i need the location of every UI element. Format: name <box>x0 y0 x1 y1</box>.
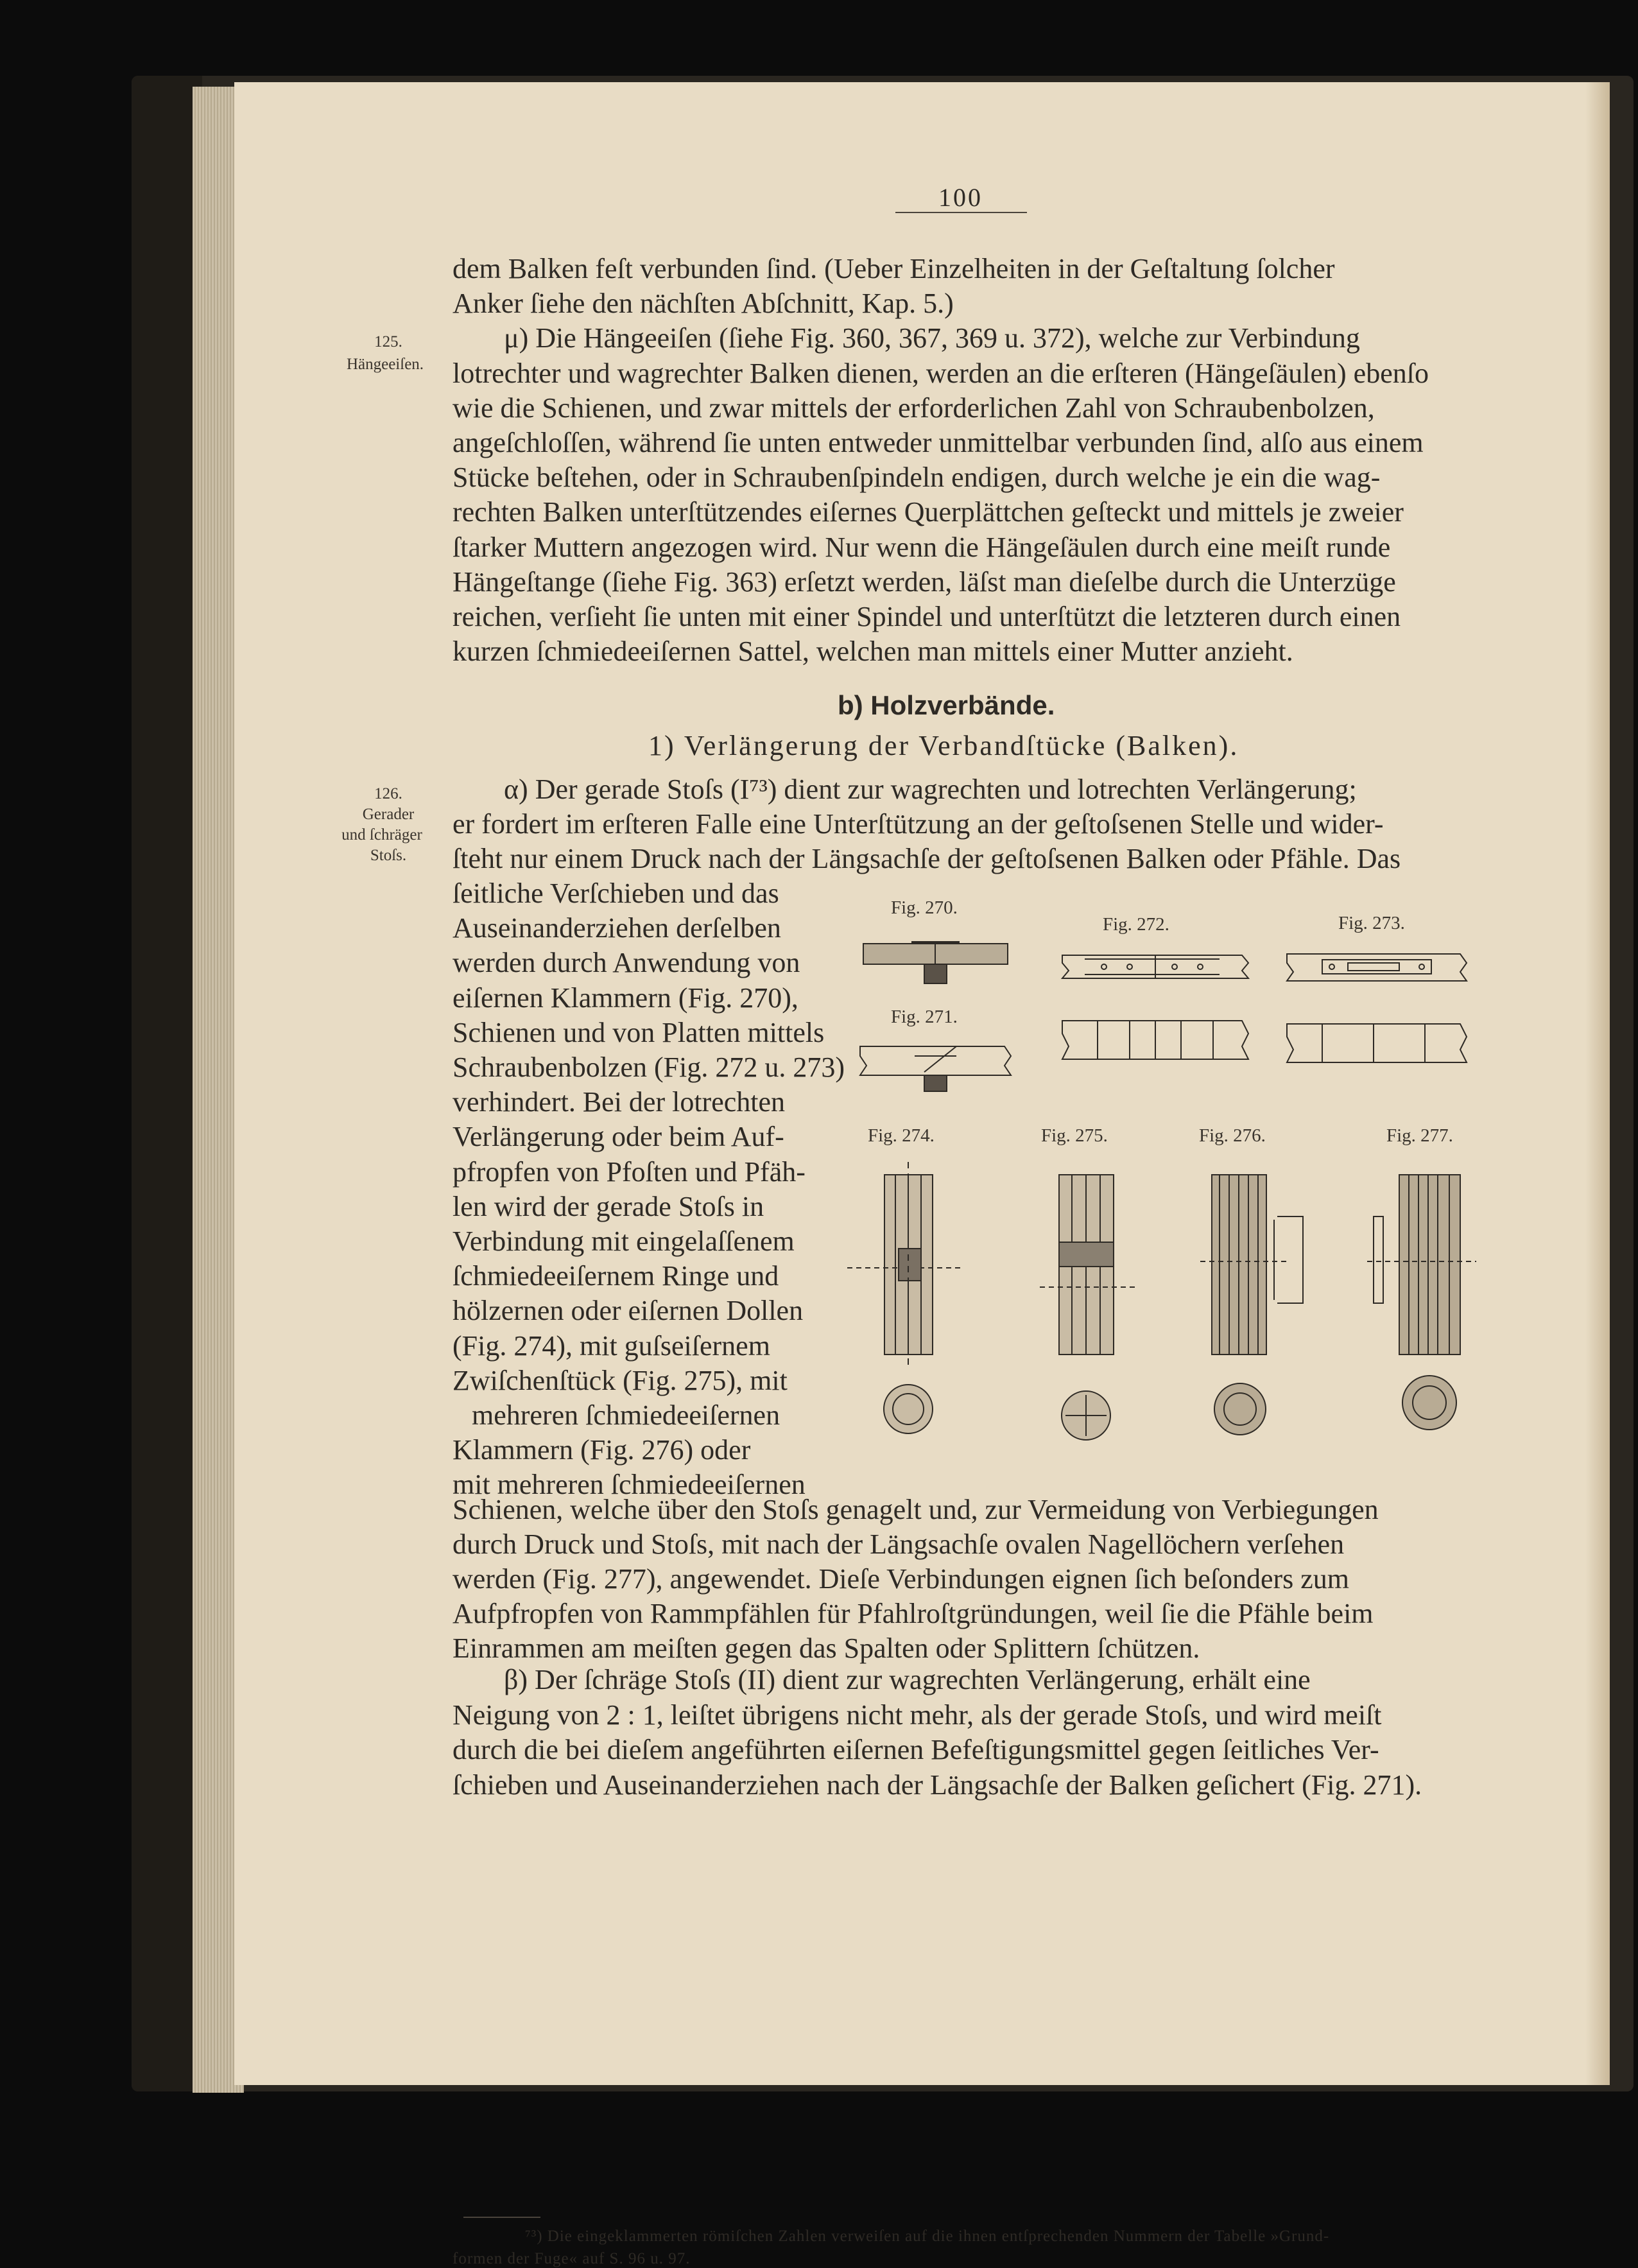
body-top-line: Hängeſtange (ſiehe Fig. 363) erſetzt werden, läſst man dieſelbe durch die Unterzüge <box>453 566 1396 598</box>
body-narrow-line: mehreren ſchmiedeeiſernen <box>472 1399 780 1431</box>
section-heading: b) Holzverbände. <box>838 690 1055 720</box>
page-number: 100 <box>938 183 983 212</box>
body-narrow-line: (Fig. 274), mit guſseiſernem <box>453 1329 770 1362</box>
body-alpha-line: ſteht nur einem Druck nach der Längsachſe der geſtoſsenen Balken oder Pfähle. Das <box>453 843 1401 874</box>
body-alpha-end-line: Schienen, welche über den Stoſs genagelt und, zur Vermeidung von Verbiegungen <box>453 1494 1379 1525</box>
body-narrow-line: hölzernen oder eiſernen Dollen <box>453 1295 804 1327</box>
body-top-line: Anker ſiehe den nächſten Abſchnitt, Kap. 5.) <box>453 288 954 320</box>
footnote-rule <box>463 2217 540 2218</box>
body-alpha-end-line: werden (Fig. 277), angewendet. Dieſe Verbindungen eignen ſich beſonders zum <box>453 1563 1349 1595</box>
fig-277-label: Fig. 277. <box>1386 1125 1453 1146</box>
body-top-line: ſtarker Muttern angezogen wird. Nur wenn die Hängeſäulen durch eine meiſt runde <box>453 531 1391 563</box>
fig-274-drawing <box>847 1162 963 1433</box>
body-narrow-line: Verlängerung oder beim Auf- <box>453 1121 784 1153</box>
body-alpha-end-line: Aufpfropfen von Rammpfählen für Pfahlroſtgründungen, weil ſie die Pfähle beim <box>453 1598 1374 1629</box>
body-narrow-line: len wird der gerade Stoſs in <box>453 1190 764 1222</box>
body-top-line: dem Balken feſt verbunden ſind. (Ueber Einzelheiten in der Geſtaltung ſolcher <box>453 253 1335 284</box>
fig-275-drawing <box>1040 1175 1136 1440</box>
fig-275-label: Fig. 275. <box>1041 1125 1108 1146</box>
body-narrow-line: Schienen und von Platten mittels <box>453 1016 825 1048</box>
body-top-line: rechten Balken unterſtützendes eiſernes Querplättchen geſteckt und mittels je zweier <box>453 496 1404 528</box>
fig-271-drawing <box>860 1046 1011 1091</box>
fig-270-label: Fig. 270. <box>891 897 958 918</box>
body-alpha-line: α) Der gerade Stoſs (I⁷³) dient zur wagrechten und lotrechten Verlängerung; <box>504 774 1357 805</box>
margin-note-126-line3: Stoſs. <box>370 847 407 864</box>
body-narrow-line: Klammern (Fig. 276) oder <box>453 1434 751 1466</box>
body-beta-line: ſchieben und Auseinanderziehen nach der Längsachſe der Balken geſichert (Fig. 271). <box>453 1769 1422 1801</box>
fig-276-drawing <box>1200 1175 1303 1435</box>
body-narrow-line: Verbindung mit eingelaſſenem <box>453 1225 795 1257</box>
body-narrow-line: ſchmiedeeiſernem Ringe und <box>453 1260 779 1292</box>
margin-note-126-line1: Gerader <box>362 806 415 823</box>
body-top-line: μ) Die Hängeeiſen (ſiehe Fig. 360, 367, 369 u. 372), welche zur Verbindung <box>504 322 1360 354</box>
fig-276-label: Fig. 276. <box>1199 1125 1266 1146</box>
fig-270-drawing <box>863 942 1008 983</box>
fig-271-label: Fig. 271. <box>891 1007 958 1027</box>
body-narrow-line: Zwiſchenſtück (Fig. 275), mit <box>453 1364 788 1396</box>
body-top-line: lotrechter und wagrechter Balken dienen, werden an die erſteren (Hängeſäulen) ebenſo <box>453 357 1429 389</box>
fig-274-label: Fig. 274. <box>868 1125 935 1146</box>
subsection-heading: 1) Verlängerung der Verbandſtücke (Balken). <box>648 730 1239 761</box>
body-beta-line: β) Der ſchräge Stoſs (II) dient zur wagrechten Verlängerung, erhält eine <box>504 1664 1311 1695</box>
body-beta-line: durch die bei dieſem angeführten eiſernen Befeſtigungsmittel gegen ſeitliches Ver- <box>453 1734 1379 1765</box>
body-top-line: reichen, verſieht ſie unten mit einer Spindel und unterſtützt die letzteren durch einen <box>453 601 1401 632</box>
body-top-line: angeſchloſſen, während ſie unten entweder unmittelbar verbunden ſind, alſo aus einem <box>453 427 1424 458</box>
body-narrow-line: eiſernen Klammern (Fig. 270), <box>453 982 798 1014</box>
body-narrow-line: pfropfen von Pfoſten und Pfäh- <box>453 1156 806 1188</box>
body-narrow-line: Schraubenbolzen (Fig. 272 u. 273) <box>453 1052 845 1083</box>
body-alpha-end-line: Einrammen am meiſten gegen das Spalten oder Splittern ſchützen. <box>453 1632 1200 1664</box>
fig-272-drawing <box>1062 955 1248 1059</box>
fig-277-drawing <box>1367 1175 1476 1430</box>
fig-273-drawing <box>1287 954 1467 1062</box>
body-narrow-line: werden durch Anwendung von <box>453 947 800 979</box>
body-narrow-line: verhindert. Bei der lotrechten <box>453 1086 786 1118</box>
body-top-line: Stücke beſtehen, oder in Schraubenſpindeln endigen, durch welche je ein die wag- <box>453 462 1381 494</box>
body-top-line: kurzen ſchmiedeeiſernen Sattel, welchen man mittels einer Mutter anzieht. <box>453 636 1293 668</box>
body-top-line: wie die Schienen, und zwar mittels der erforderlichen Zahl von Schraubenbolzen, <box>453 392 1375 424</box>
margin-note-126-number: 126. <box>374 785 402 802</box>
body-narrow-line: ſeitliche Verſchieben und das <box>453 878 779 909</box>
footnote-line-2: formen der Fuge« auf S. 96 u. 97. <box>453 2250 691 2267</box>
body-narrow-line: Auseinanderziehen derſelben <box>453 912 781 944</box>
footnote-line-1: ⁷³) Die eingeklammerten römiſchen Zahlen verweiſen auf die ihnen entſprechenden Nummern der Tabelle »Grund- <box>525 2228 1330 2245</box>
body-beta-line: Neigung von 2 : 1, leiſtet übrigens nicht mehr, als der gerade Stoſs, und wird meiſt <box>453 1699 1382 1731</box>
body-narrow-line: mit mehreren ſchmiedeeiſernen <box>453 1469 806 1501</box>
margin-note-125-number: 125. <box>374 333 402 351</box>
body-alpha-end-line: durch Druck und Stoſs, mit nach der Längsachſe ovalen Nagellöchern verſehen <box>453 1528 1345 1560</box>
body-alpha-line: er fordert im erſteren Falle eine Unterſtützung an der geſtoſsenen Stelle und wider- <box>453 808 1384 840</box>
fig-272-label: Fig. 272. <box>1103 914 1169 935</box>
margin-note-125-title: Hängeeiſen. <box>346 356 424 373</box>
fig-273-label: Fig. 273. <box>1338 913 1405 933</box>
margin-note-126-line2: und ſchräger <box>341 826 422 844</box>
